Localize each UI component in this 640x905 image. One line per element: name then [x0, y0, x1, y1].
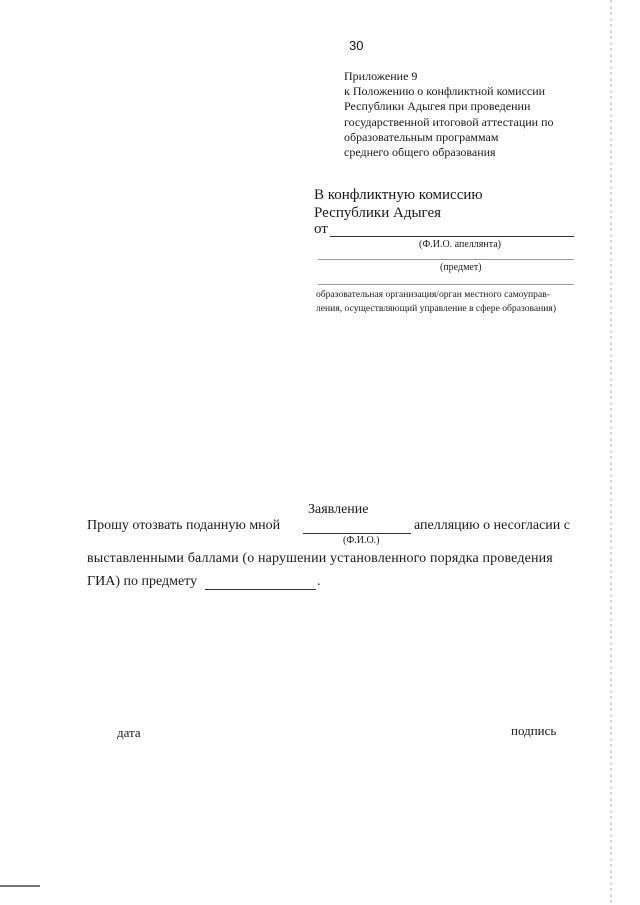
page-number: 30 — [349, 38, 364, 53]
scan-edge-dots — [610, 0, 612, 905]
statement-subject-field[interactable] — [205, 589, 316, 590]
organization-caption-line-1: образовательная организация/орган местного самоуправ- — [316, 289, 550, 300]
appellant-name-caption: (Ф.И.О. апеллянта) — [419, 239, 501, 250]
statement-title: Заявление — [308, 502, 369, 517]
subject-caption: (предмет) — [440, 262, 482, 273]
organization-field[interactable] — [318, 284, 574, 285]
date-label: дата — [117, 725, 141, 740]
appendix-header — [344, 69, 554, 160]
statement-line-2: выставленными баллами (о нарушении установленного порядка проведения — [87, 551, 553, 566]
statement-line-1-start: Прошу отозвать поданную мной — [87, 518, 281, 533]
statement-line-1-end: апелляцию о несогласии с — [414, 518, 571, 533]
addressee-block — [314, 187, 483, 222]
organization-caption — [316, 288, 556, 315]
statement-line-3-start: ГИА) по предмету — [87, 574, 198, 589]
statement-line-3-end: . — [317, 574, 321, 589]
appendix-line: образовательным программам — [344, 129, 499, 144]
appendix-line: среднего общего образования — [344, 145, 496, 160]
addressee-line-1: В конфликтную комиссию — [314, 187, 483, 203]
signature-label: подпись — [511, 723, 557, 738]
subject-field[interactable] — [318, 259, 574, 260]
appendix-line: государственной итоговой аттестации по — [344, 114, 554, 129]
appendix-line: Приложение 9 — [344, 69, 418, 83]
addressee-line-2: Республики Адыгея — [314, 204, 442, 221]
applicant-name-field[interactable] — [303, 533, 411, 534]
appendix-line: Республики Адыгея при проведении — [344, 99, 531, 114]
appellant-name-field[interactable] — [330, 236, 574, 237]
scan-corner-mark — [0, 885, 40, 887]
applicant-name-caption: (Ф.И.О.) — [343, 535, 380, 546]
from-label: от — [314, 221, 328, 237]
organization-caption-line-2: ления, осуществляющий управление в сфере образования) — [316, 302, 557, 314]
appendix-line: к Положению о конфликтной комиссии — [344, 84, 546, 99]
